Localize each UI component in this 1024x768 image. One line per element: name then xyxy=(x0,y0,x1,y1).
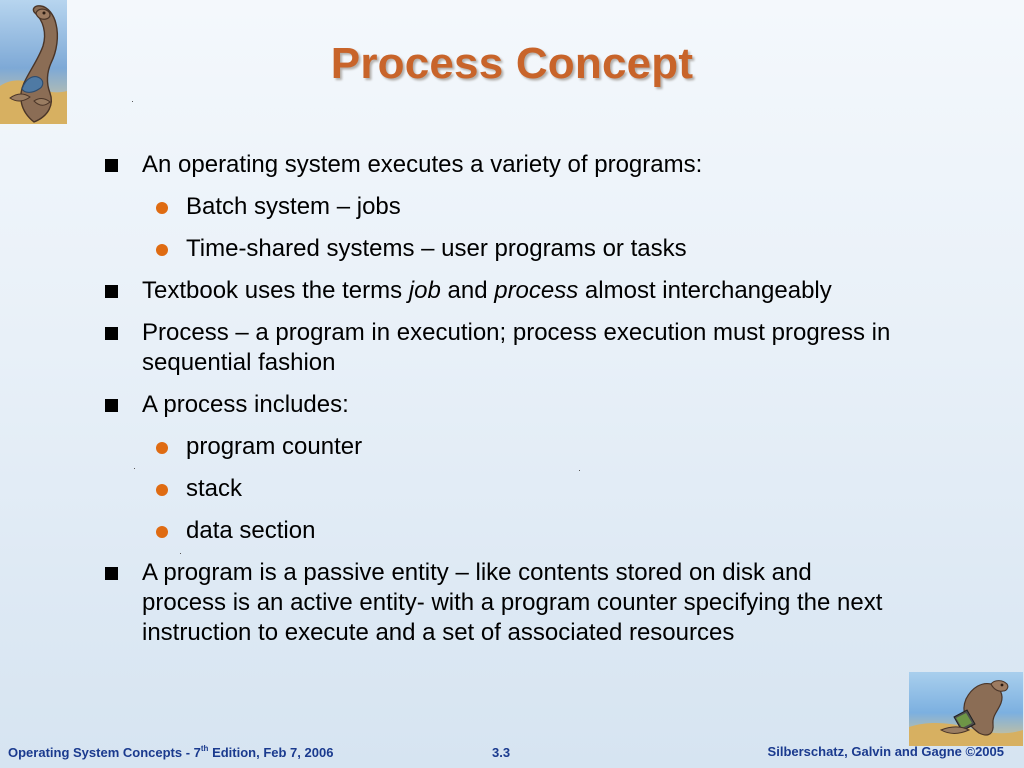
list-item xyxy=(104,150,894,180)
dot-mark xyxy=(134,468,135,469)
list-item-text: An operating system executes a variety of programs: xyxy=(142,151,703,178)
sub-list-item-text: data section xyxy=(186,517,316,544)
list-item xyxy=(104,558,894,648)
footer-left-superscript: th xyxy=(200,744,209,753)
slide-number: 3.3 xyxy=(492,745,511,760)
list-item-text: A program is a passive entity – like contents stored on disk and process is an active entity- with a program counter specifying the next instruction to execute and a set of associated resources xyxy=(142,559,883,646)
dot-mark xyxy=(180,553,181,554)
sub-list-item-text: program counter xyxy=(186,433,363,460)
sub-list-item xyxy=(104,516,894,546)
list-item-text-part: and xyxy=(440,277,495,304)
sub-list-item xyxy=(104,474,894,504)
dot-mark xyxy=(132,101,133,102)
sub-list-item-text: Time-shared systems – user programs or tasks xyxy=(186,235,687,262)
sub-list-item xyxy=(104,192,894,222)
footer-left-suffix: Edition, Feb 7, 2006 xyxy=(208,745,334,760)
dot-mark xyxy=(579,470,580,471)
list-item-emphasis: job xyxy=(408,277,441,304)
list-item xyxy=(104,390,894,420)
footer-left xyxy=(8,745,333,760)
footer-right: Silberschatz, Galvin and Gagne ©2005 xyxy=(767,744,1004,759)
sub-list-item xyxy=(104,234,894,264)
sub-list-item-text: Batch system – jobs xyxy=(186,193,401,220)
list-item-text-part: almost interchangeably xyxy=(578,277,832,304)
list-item xyxy=(104,318,894,378)
list-item-text: Process – a program in execution; process execution must progress in sequential fashion xyxy=(142,319,891,376)
sub-list-item xyxy=(104,432,894,462)
list-item-emphasis: process xyxy=(494,277,579,304)
slide-title: Process Concept xyxy=(330,39,694,88)
list-item xyxy=(104,276,894,306)
dinosaur-laptop-icon xyxy=(909,672,1023,746)
list-item-text-part: Textbook uses the terms xyxy=(142,277,409,304)
list-item-text: A process includes: xyxy=(142,391,349,418)
slide-content xyxy=(104,150,894,660)
sub-list-item-text: stack xyxy=(186,475,243,502)
footer-left-prefix: Operating System Concepts - 7 xyxy=(8,745,201,760)
